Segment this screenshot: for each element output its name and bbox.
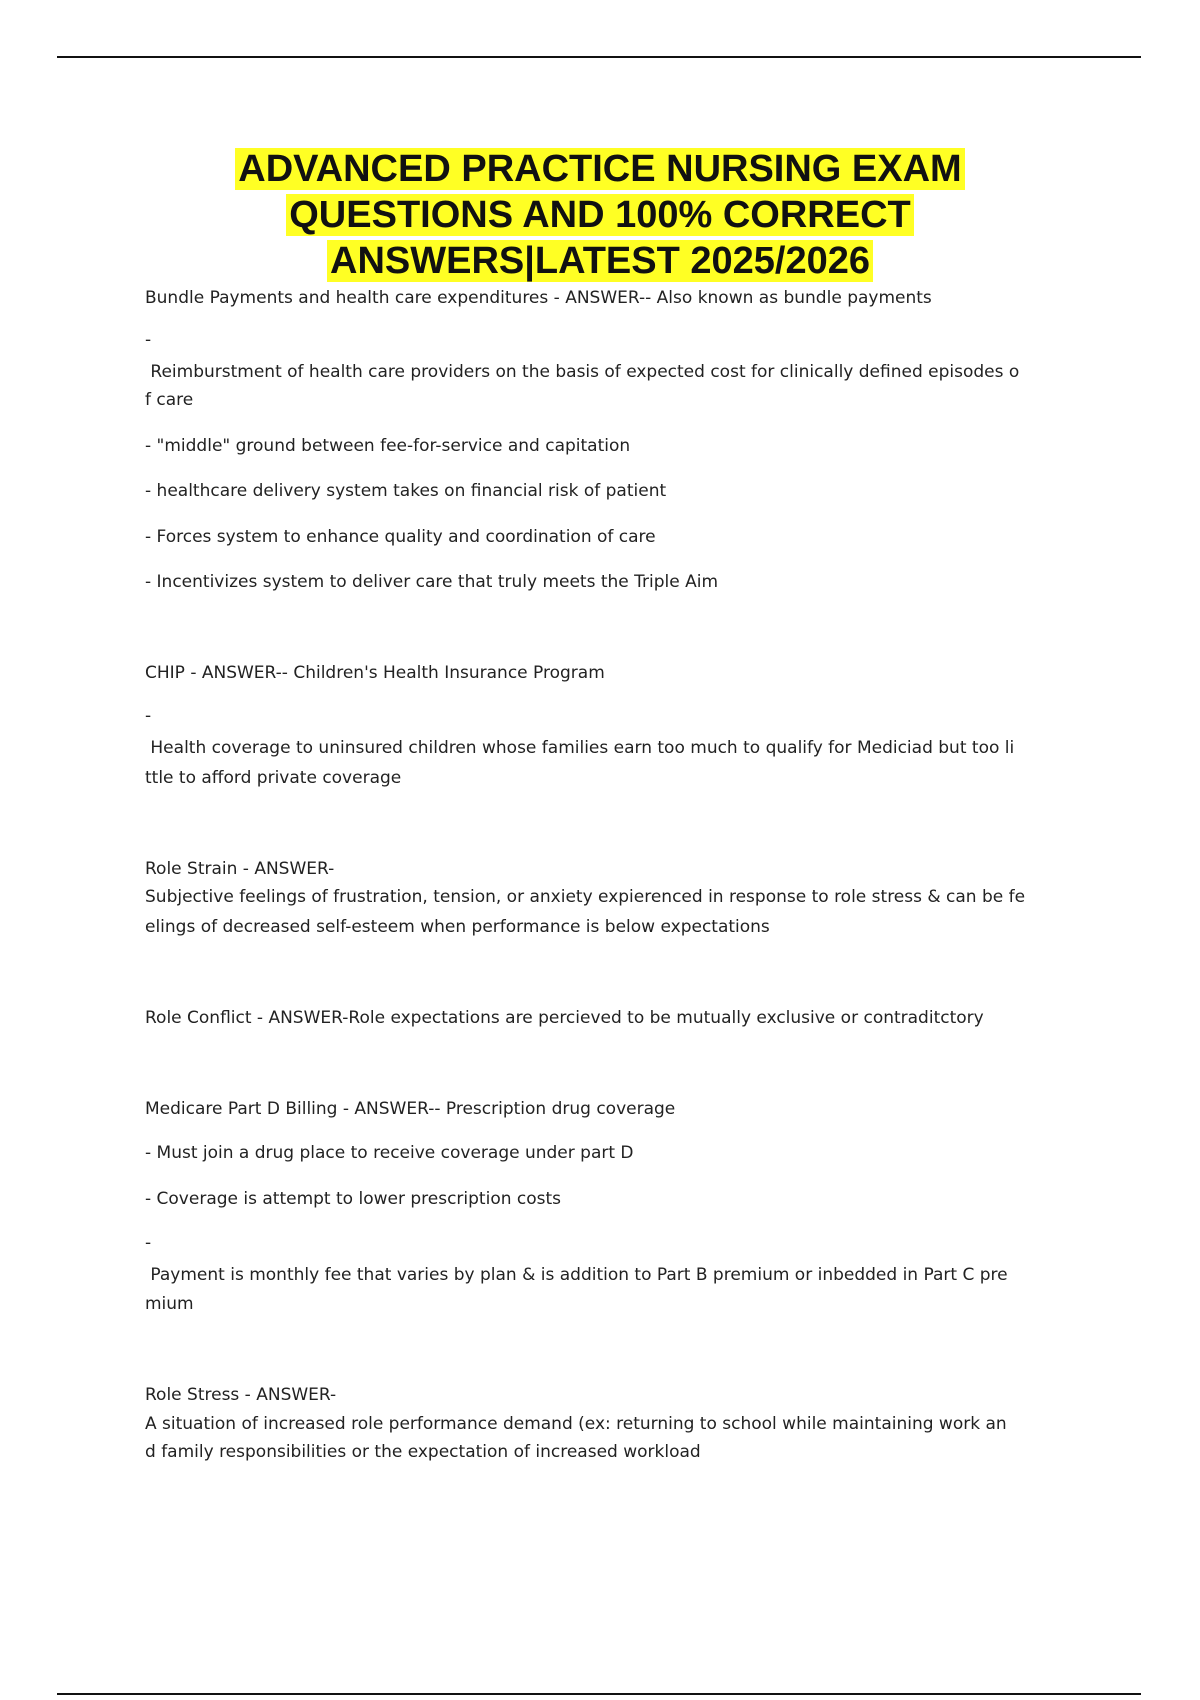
- entry-medicare-dash: -: [145, 1233, 152, 1253]
- title-line-3: ANSWERS|LATEST 2025/2026: [327, 240, 873, 282]
- entry-role-strain-line-2: elings of decreased self-esteem when performance is below expectations: [145, 917, 770, 937]
- entry-bundle-line-1: Reimburstment of health care providers on the basis of expected cost for clinically defined episodes o: [145, 362, 1020, 382]
- entry-role-stress-heading: Role Stress - ANSWER-: [145, 1385, 337, 1405]
- title-line-2: QUESTIONS AND 100% CORRECT: [286, 194, 913, 236]
- entry-medicare-heading: Medicare Part D Billing - ANSWER-- Prescription drug coverage: [145, 1099, 676, 1119]
- entry-role-stress-line-1: A situation of increased role performance demand (ex: returning to school while maintaining work an: [145, 1414, 1007, 1434]
- entry-chip-line-2: ttle to afford private coverage: [145, 768, 402, 788]
- entry-medicare-line-2: mium: [145, 1294, 194, 1314]
- entry-bundle-payments-heading: Bundle Payments and health care expenditures - ANSWER-- Also known as bundle payments: [145, 288, 932, 308]
- page-title: [130, 146, 1070, 284]
- entry-role-strain-heading: Role Strain - ANSWER-: [145, 859, 335, 879]
- entry-bundle-bullet-4: - Incentivizes system to deliver care that truly meets the Triple Aim: [145, 572, 719, 592]
- top-rule: [57, 56, 1141, 58]
- entry-medicare-bullet-1: - Must join a drug place to receive coverage under part D: [145, 1143, 634, 1163]
- entry-bundle-dash: -: [145, 330, 152, 350]
- entry-chip-line-1: Health coverage to uninsured children whose families earn too much to qualify for Mediciad but too li: [145, 738, 1015, 758]
- entry-role-stress-line-2: d family responsibilities or the expectation of increased workload: [145, 1442, 701, 1462]
- entry-bundle-line-2: f care: [145, 390, 194, 410]
- entry-bundle-bullet-1: - "middle" ground between fee-for-service and capitation: [145, 436, 631, 456]
- entry-bundle-bullet-2: - healthcare delivery system takes on financial risk of patient: [145, 481, 667, 501]
- entry-medicare-line-1: Payment is monthly fee that varies by plan & is addition to Part B premium or inbedded in Part C pre: [145, 1265, 1008, 1285]
- bottom-rule: [57, 1693, 1141, 1695]
- entry-role-strain-line-1: Subjective feelings of frustration, tension, or anxiety expierenced in response to role stress & can be fe: [145, 887, 1026, 907]
- entry-chip-heading: CHIP - ANSWER-- Children's Health Insurance Program: [145, 663, 605, 683]
- entry-chip-dash: -: [145, 706, 152, 726]
- title-line-1: ADVANCED PRACTICE NURSING EXAM: [235, 148, 964, 190]
- entry-bundle-bullet-3: - Forces system to enhance quality and coordination of care: [145, 527, 656, 547]
- entry-medicare-bullet-2: - Coverage is attempt to lower prescription costs: [145, 1189, 562, 1209]
- entry-role-conflict: Role Conflict - ANSWER-Role expectations are percieved to be mutually exclusive or contraditctory: [145, 1008, 984, 1028]
